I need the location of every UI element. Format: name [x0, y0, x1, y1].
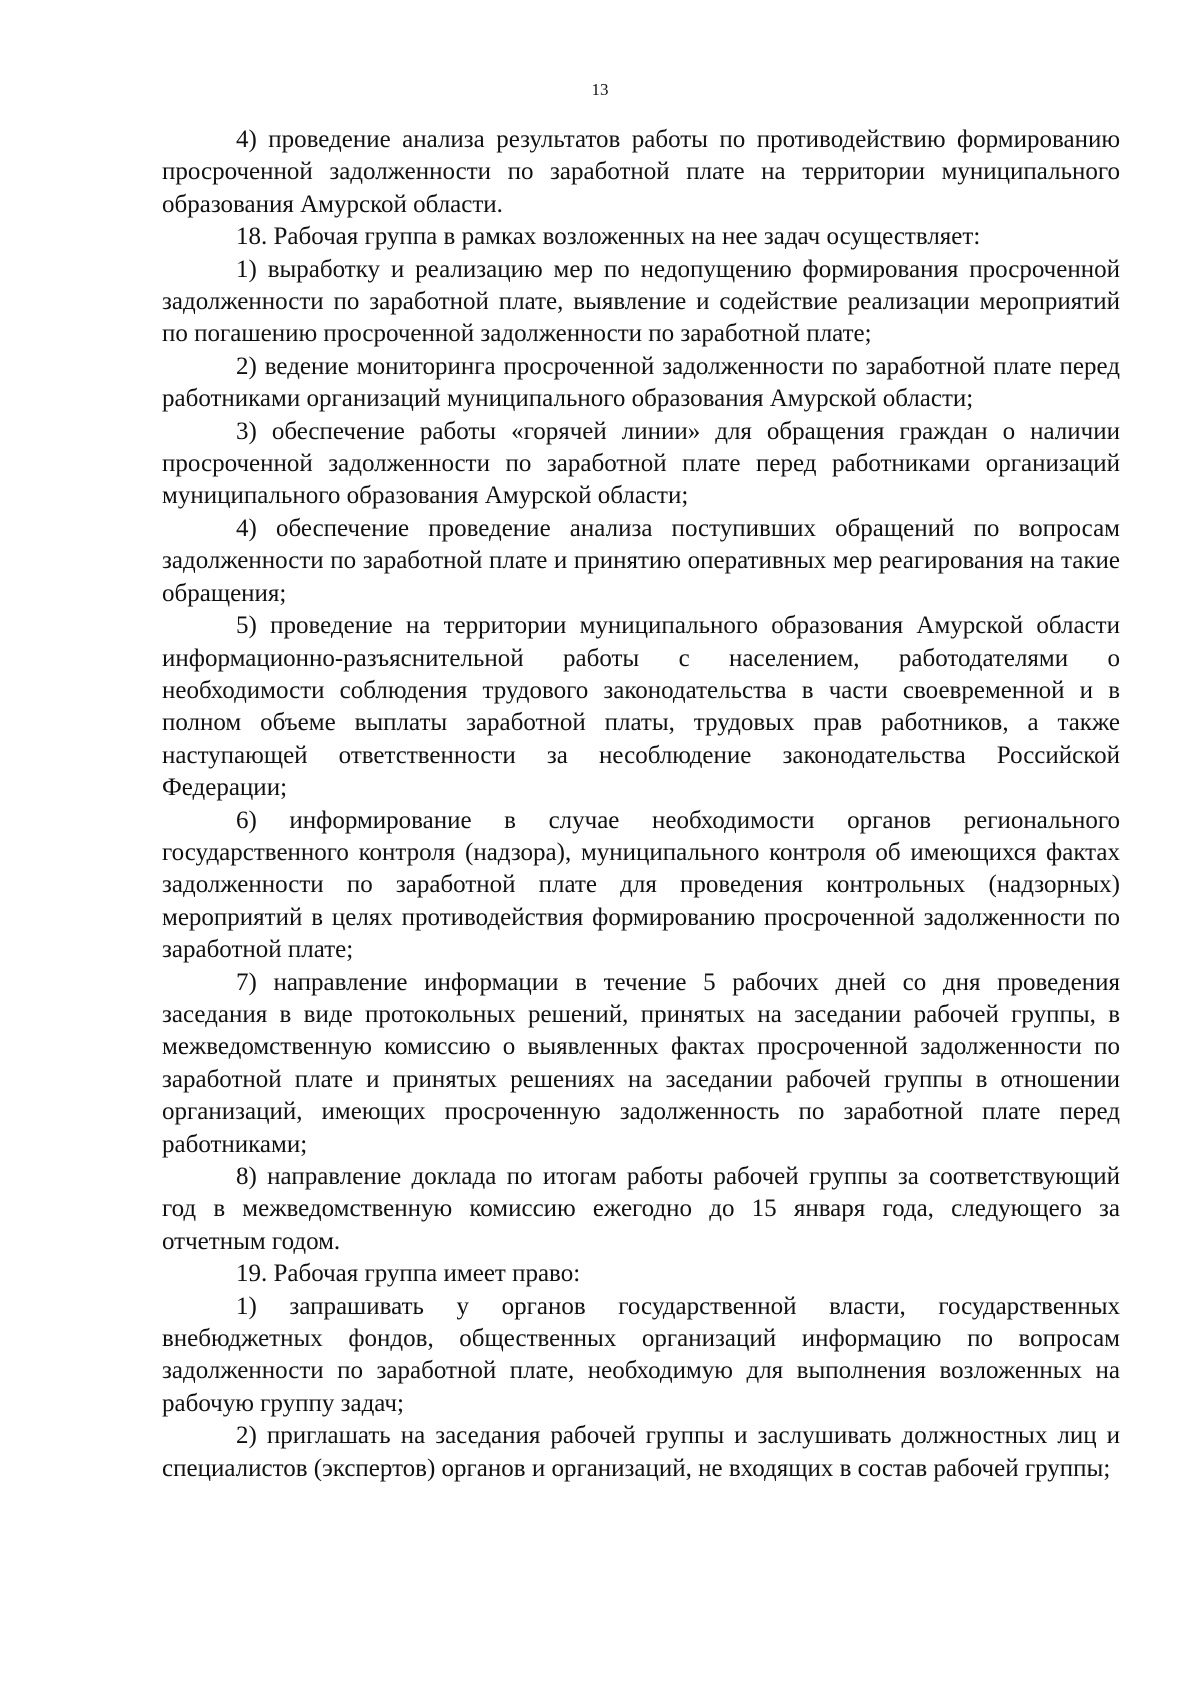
paragraph-4-analysis: 4) проведение анализа результатов работы по противодействию формированию просроченной задолженности по заработной плате на территории муниципального образования Амурской области. [162, 126, 1120, 218]
paragraph-18-item-6: 6) информирование в случае необходимости органов регионального государственного контроля (надзора), муниципального контроля об имеющихся фактах задолженности по заработной плате для проведения контрольных (надзорных) мероприятий в целях противодействия формированию просроченной задолженности по заработной плате; [162, 806, 1120, 964]
paragraph-18-item-8: 8) направление доклада по итогам работы рабочей группы за соответствующий год в межведомственную комиссию ежегодно до 15 января года, следующего за отчетным годом. [162, 1163, 1120, 1255]
paragraph-19-item-1: 1) запрашивать у органов государственной власти, государственных внебюджетных фондов, общественных организаций информацию по вопросам задолженности по заработной плате, необходимую для выполнения возложенных на рабочую группу задач; [162, 1292, 1120, 1417]
paragraph-18-heading: 18. Рабочая группа в рамках возложенных на нее задач осуществляет: [236, 223, 981, 251]
paragraph-18-item-4: 4) обеспечение проведение анализа поступивших обращений по вопросам задолженности по заработной плате и принятию оперативных мер реагирования на такие обращения; [162, 514, 1120, 607]
page-number: 13 [591, 80, 609, 99]
paragraph-19-heading: 19. Рабочая группа имеет право: [236, 1260, 581, 1288]
paragraph-18-item-2: 2) ведение мониторинга просроченной задолженности по заработной плате перед работниками организаций муниципального образования Амурской области; [162, 352, 1120, 413]
paragraph-18-item-5: 5) проведение на территории муниципального образования Амурской области информационно-разъяснительной работы с населением, работодателями о необходимости соблюдения трудового законодательства в части своевременной и в полном объеме выплаты заработной платы, трудовых прав работников, а также наступающей ответственности за несоблюдение законодательства Российской Федерации; [162, 612, 1120, 802]
paragraph-19-item-2: 2) приглашать на заседания рабочей группы и заслушивать должностных лиц и специалистов (экспертов) органов и организаций, не входящих в состав рабочей группы; [162, 1422, 1120, 1482]
document-body [162, 124, 1120, 1485]
paragraph-18-item-1: 1) выработку и реализацию мер по недопущению формирования просроченной задолженности по заработной плате, выявление и содействие реализации мероприятий по погашению просроченной задолженности по заработной плате; [162, 255, 1120, 348]
paragraph-18-item-7: 7) направление информации в течение 5 рабочих дней со дня проведения заседания в виде протокольных решений, принятых на заседании рабочей группы, в межведомственную комиссию о выявленных фактах просроченной задолженности по заработной плате и принятых решениях на заседании рабочей группы в отношении организаций, имеющих просроченную задолженность по заработной плате перед работниками; [162, 968, 1120, 1158]
paragraph-18-item-3: 3) обеспечение работы «горячей линии» для обращения граждан о наличии просроченной задолженности по заработной плате перед работниками организаций муниципального образования Амурской области; [162, 417, 1120, 510]
